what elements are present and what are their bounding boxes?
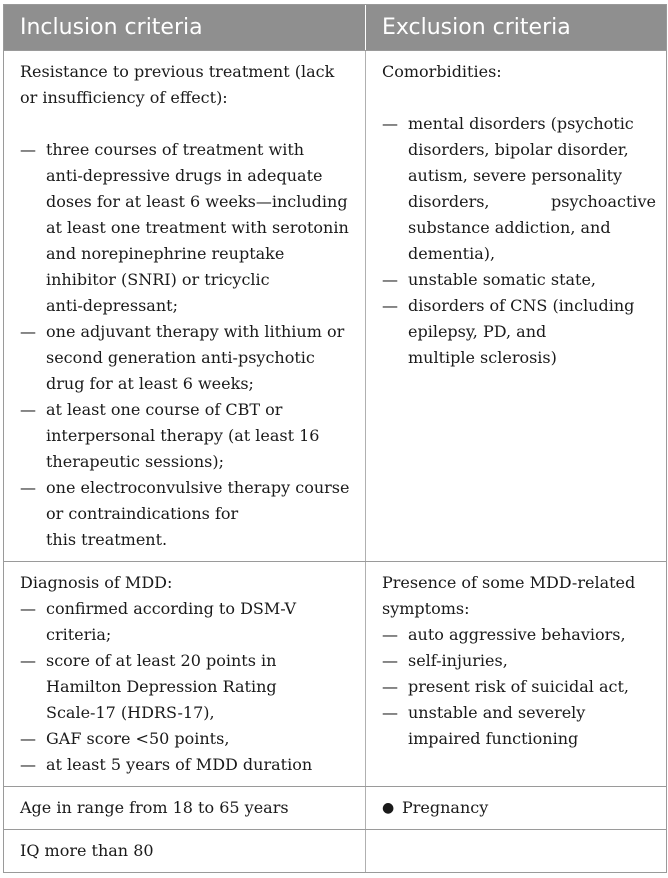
list-item-line: substance addiction, and (408, 218, 611, 237)
list-item-line: inhibitor (SNRI) or tricyclic (46, 270, 270, 289)
list-item-line: auto aggressive behaviors, (408, 625, 626, 644)
table-row (4, 50, 666, 561)
cell-text-line: Comorbidities: (382, 62, 502, 81)
list-item (382, 648, 656, 674)
list-item-line: this treatment. (46, 530, 168, 549)
exclusion-criteria-header: Exclusion criteria (382, 15, 571, 40)
exclusion-cell-comorbidities (366, 51, 666, 561)
list-item-line: and norepinephrine reuptake (46, 244, 285, 263)
dash-marker: — (20, 729, 36, 748)
cell-text-line: IQ more than 80 (20, 841, 154, 860)
list-item-line: anti-depressive drugs in adequate (46, 166, 323, 185)
cell-text-line: symptoms: (382, 599, 470, 618)
cell-text-line: or insufficiency of effect): (20, 88, 228, 107)
list-item-line: at least 5 years of MDD duration (46, 755, 313, 774)
list-item (382, 267, 656, 293)
list-item-line: drug for at least 6 weeks; (46, 374, 254, 393)
dash-marker: — (20, 599, 36, 618)
list-item-line: score of at least 20 points in (46, 651, 277, 670)
list-item (382, 622, 656, 648)
dash-marker: — (382, 677, 398, 696)
dash-marker: — (20, 400, 36, 419)
criteria-table (3, 4, 667, 873)
exclusion-cell-mdd-symptoms (366, 562, 666, 786)
dash-marker: — (20, 651, 36, 670)
list-item-line: one adjuvant therapy with lithium or (46, 322, 345, 341)
cell-text-line: Age in range from 18 to 65 years (20, 798, 289, 817)
list-item-line: unstable and severely (408, 703, 586, 722)
word: disorders, (408, 192, 490, 211)
list-item (20, 726, 355, 752)
inclusion-criteria-header: Inclusion criteria (4, 5, 366, 50)
list-item-line: confirmed according to DSM-V (46, 599, 297, 618)
bullet-item-text: Pregnancy (402, 798, 489, 817)
dash-marker: — (382, 703, 398, 722)
list-item (20, 397, 355, 475)
list-item-line: GAF score <50 points, (46, 729, 230, 748)
list-item (20, 319, 355, 397)
list-item-line: or contraindications for (46, 504, 239, 523)
dash-marker: — (20, 140, 36, 159)
list-item-line: therapeutic sessions); (46, 452, 224, 471)
list-item-line: multiple sclerosis) (408, 348, 557, 367)
list-item-line: Hamilton Depression Rating (46, 677, 277, 696)
cell-text-line: Presence of some MDD-related (382, 573, 636, 592)
list-item (382, 293, 656, 371)
list-item-line: disorders of CNS (including (408, 296, 635, 315)
list-item (20, 137, 355, 319)
list-item-line: dementia), (408, 244, 496, 263)
list-item-line: anti-depressant; (46, 296, 178, 315)
list-item-line: self-injuries, (408, 651, 508, 670)
list-item (382, 700, 656, 752)
list-item (20, 648, 355, 726)
list-item-line: criteria; (46, 625, 112, 644)
dash-marker: — (20, 478, 36, 497)
dash-marker: — (20, 322, 36, 341)
list-item (382, 111, 656, 267)
list-item-line: mental disorders (psychotic (408, 114, 634, 133)
cell-text-line: Diagnosis of MDD: (20, 573, 173, 592)
list-item (382, 674, 656, 700)
list-item-line: interpersonal therapy (at least 16 (46, 426, 320, 445)
list-item-line: second generation anti-psychotic (46, 348, 315, 367)
list-item-line: impaired functioning (408, 729, 579, 748)
dash-marker: — (382, 296, 398, 315)
word: psychoactive (551, 192, 656, 211)
exclusion-cell-pregnancy (366, 787, 666, 829)
cell-text-line: Resistance to previous treatment (lack (20, 62, 335, 81)
list-item-line: one electroconvulsive therapy course (46, 478, 350, 497)
dash-marker: — (382, 270, 398, 289)
dash-marker: — (382, 651, 398, 670)
list-item-line: autism, severe personality (408, 166, 623, 185)
dash-marker: — (20, 755, 36, 774)
bullet-list-item (382, 795, 656, 821)
list-item-line: three courses of treatment with (46, 140, 305, 159)
list-item-line: present risk of suicidal act, (408, 677, 629, 696)
list-item-line: doses for at least 6 weeks—including (46, 192, 348, 211)
list-item-line-justified (408, 189, 656, 215)
inclusion-cell-mdd-diagnosis (4, 562, 366, 786)
list-item (20, 752, 355, 778)
list-item-line: disorders, bipolar disorder, (408, 140, 629, 159)
table-row (4, 561, 666, 786)
list-item-line: unstable somatic state, (408, 270, 597, 289)
inclusion-cell-age (4, 787, 366, 829)
list-item (20, 475, 355, 553)
dash-marker: — (382, 114, 398, 133)
dash-marker: — (382, 625, 398, 644)
exclusion-cell-empty (366, 830, 666, 872)
list-item-line: epilepsy, PD, and (408, 322, 547, 341)
list-item-line: Scale-17 (HDRS-17), (46, 703, 215, 722)
table-row (4, 786, 666, 829)
table-header-row (4, 5, 666, 50)
inclusion-cell-treatment-resistance (4, 51, 366, 561)
bullet-marker: ● (382, 800, 395, 816)
inclusion-cell-iq (4, 830, 366, 872)
list-item-line: at least one treatment with serotonin (46, 218, 349, 237)
table-row (4, 829, 666, 872)
list-item-line: at least one course of CBT or (46, 400, 283, 419)
list-item (20, 596, 355, 648)
